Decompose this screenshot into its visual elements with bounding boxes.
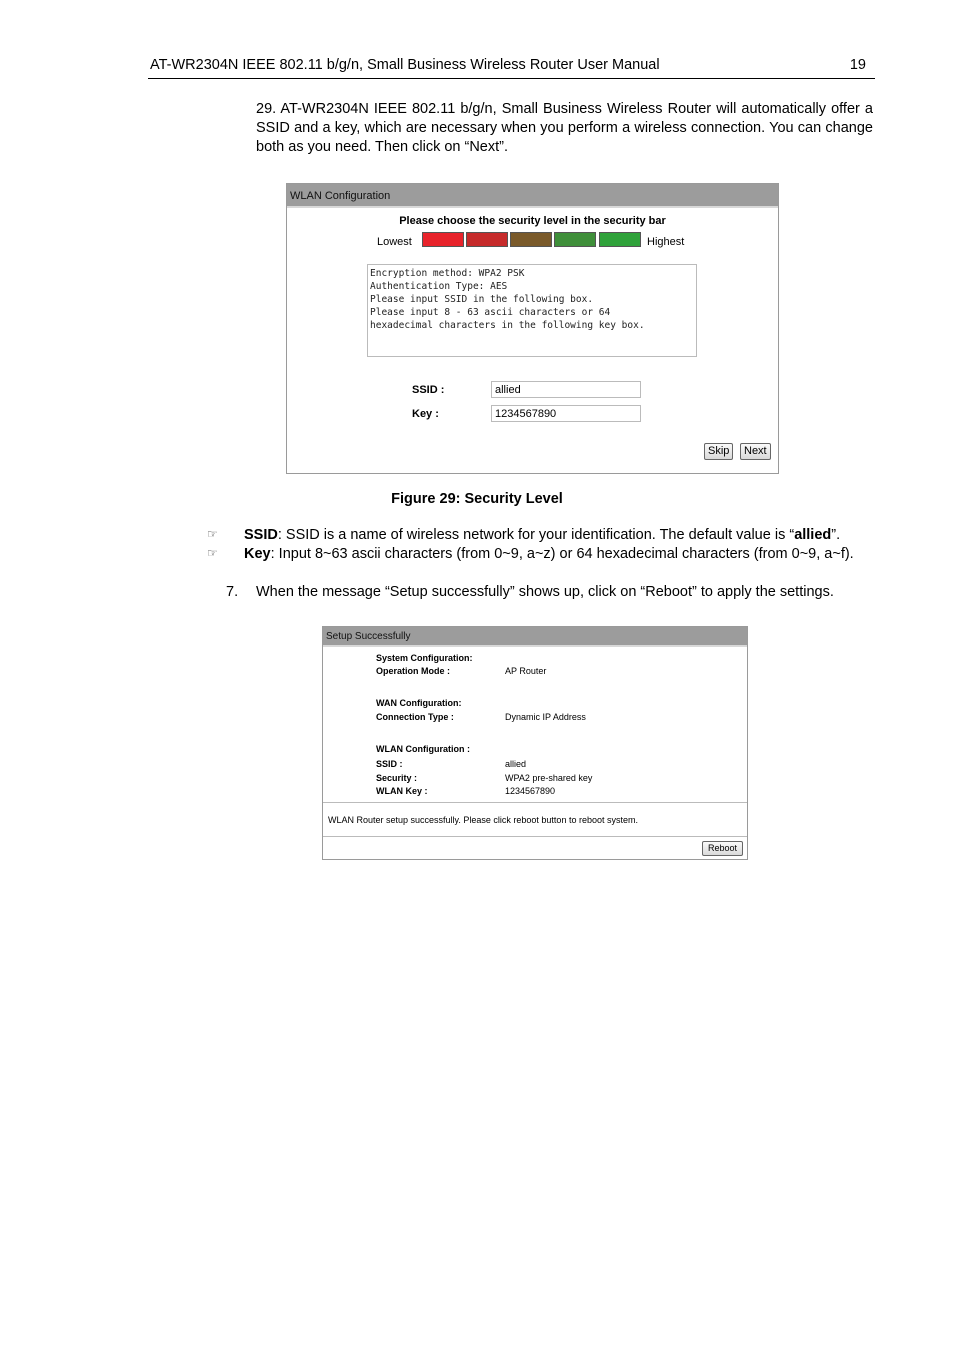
security-level-3[interactable]	[510, 232, 552, 247]
lowest-label: Lowest	[377, 236, 412, 248]
setup-panel-title: Setup Successfully	[323, 627, 747, 647]
pointing-hand-icon: ☞	[207, 527, 218, 541]
intro-paragraph: 29. AT-WR2304N IEEE 802.11 b/g/n, Small Business Wireless Router will automatically offer a SSID and a key, which are necessary when you perform a wireless connection. You can change both as you need. Then click on “Next”.	[256, 101, 873, 155]
ssid-label: SSID :	[412, 384, 445, 396]
security-value: WPA2 pre-shared key	[505, 773, 593, 783]
page-number: 19	[849, 57, 866, 73]
step-text: When the message “Setup successfully” shows up, click on “Reboot” to apply the settings.	[256, 584, 834, 600]
page-header	[148, 56, 875, 79]
security-level-1[interactable]	[422, 232, 464, 247]
key-label: Key :	[412, 408, 439, 420]
security-level-5[interactable]	[599, 232, 641, 247]
connection-type-value: Dynamic IP Address	[505, 712, 586, 722]
divider	[323, 802, 747, 803]
wlan-key-value: 1234567890	[505, 786, 556, 796]
ssid-input[interactable]: allied	[491, 381, 641, 398]
reboot-button[interactable]: Reboot	[702, 841, 743, 856]
figure-caption: Figure 29: Security Level	[391, 491, 563, 507]
operation-mode-value: AP Router	[505, 666, 547, 676]
wlan-panel-title: WLAN Configuration	[287, 184, 778, 208]
connection-type-label: Connection Type :	[376, 712, 454, 722]
security-prompt: Please choose the security level in the security bar	[399, 215, 666, 227]
wlan-key-label: WLAN Key :	[376, 786, 428, 796]
security-level-4[interactable]	[554, 232, 596, 247]
setup-success-message: WLAN Router setup successfully. Please click reboot button to reboot system.	[328, 815, 638, 825]
setup-ssid-label: SSID :	[376, 759, 403, 769]
system-config-heading: System Configuration:	[376, 653, 473, 663]
manual-title: AT-WR2304N IEEE 802.11 b/g/n, Small Business Wireless Router User Manual	[150, 57, 660, 73]
skip-button[interactable]: Skip	[704, 443, 733, 460]
pointing-hand-icon: ☞	[207, 546, 218, 560]
security-level-2[interactable]	[466, 232, 508, 247]
setup-successfully-panel	[322, 626, 748, 860]
wlan-config-heading: WLAN Configuration :	[376, 744, 470, 754]
operation-mode-label: Operation Mode :	[376, 666, 450, 676]
key-input[interactable]: 1234567890	[491, 405, 641, 422]
highest-label: Highest	[647, 236, 685, 248]
security-label: Security :	[376, 773, 418, 783]
wlan-configuration-panel	[286, 183, 779, 474]
next-button[interactable]: Next	[740, 443, 771, 460]
setup-ssid-value: allied	[505, 759, 527, 769]
divider	[323, 836, 747, 837]
step-number: 7.	[226, 584, 239, 600]
bullet-term: SSID	[244, 527, 278, 543]
wan-config-heading: WAN Configuration:	[376, 698, 462, 708]
bullet-term: Key	[244, 546, 271, 562]
encryption-info-textarea[interactable]: Encryption method: WPA2 PSK Authentication Type: AES Please input SSID in the following box. Please input 8 - 63 ascii characters or 64 hexadecimal characters in the following key box.	[367, 264, 697, 357]
